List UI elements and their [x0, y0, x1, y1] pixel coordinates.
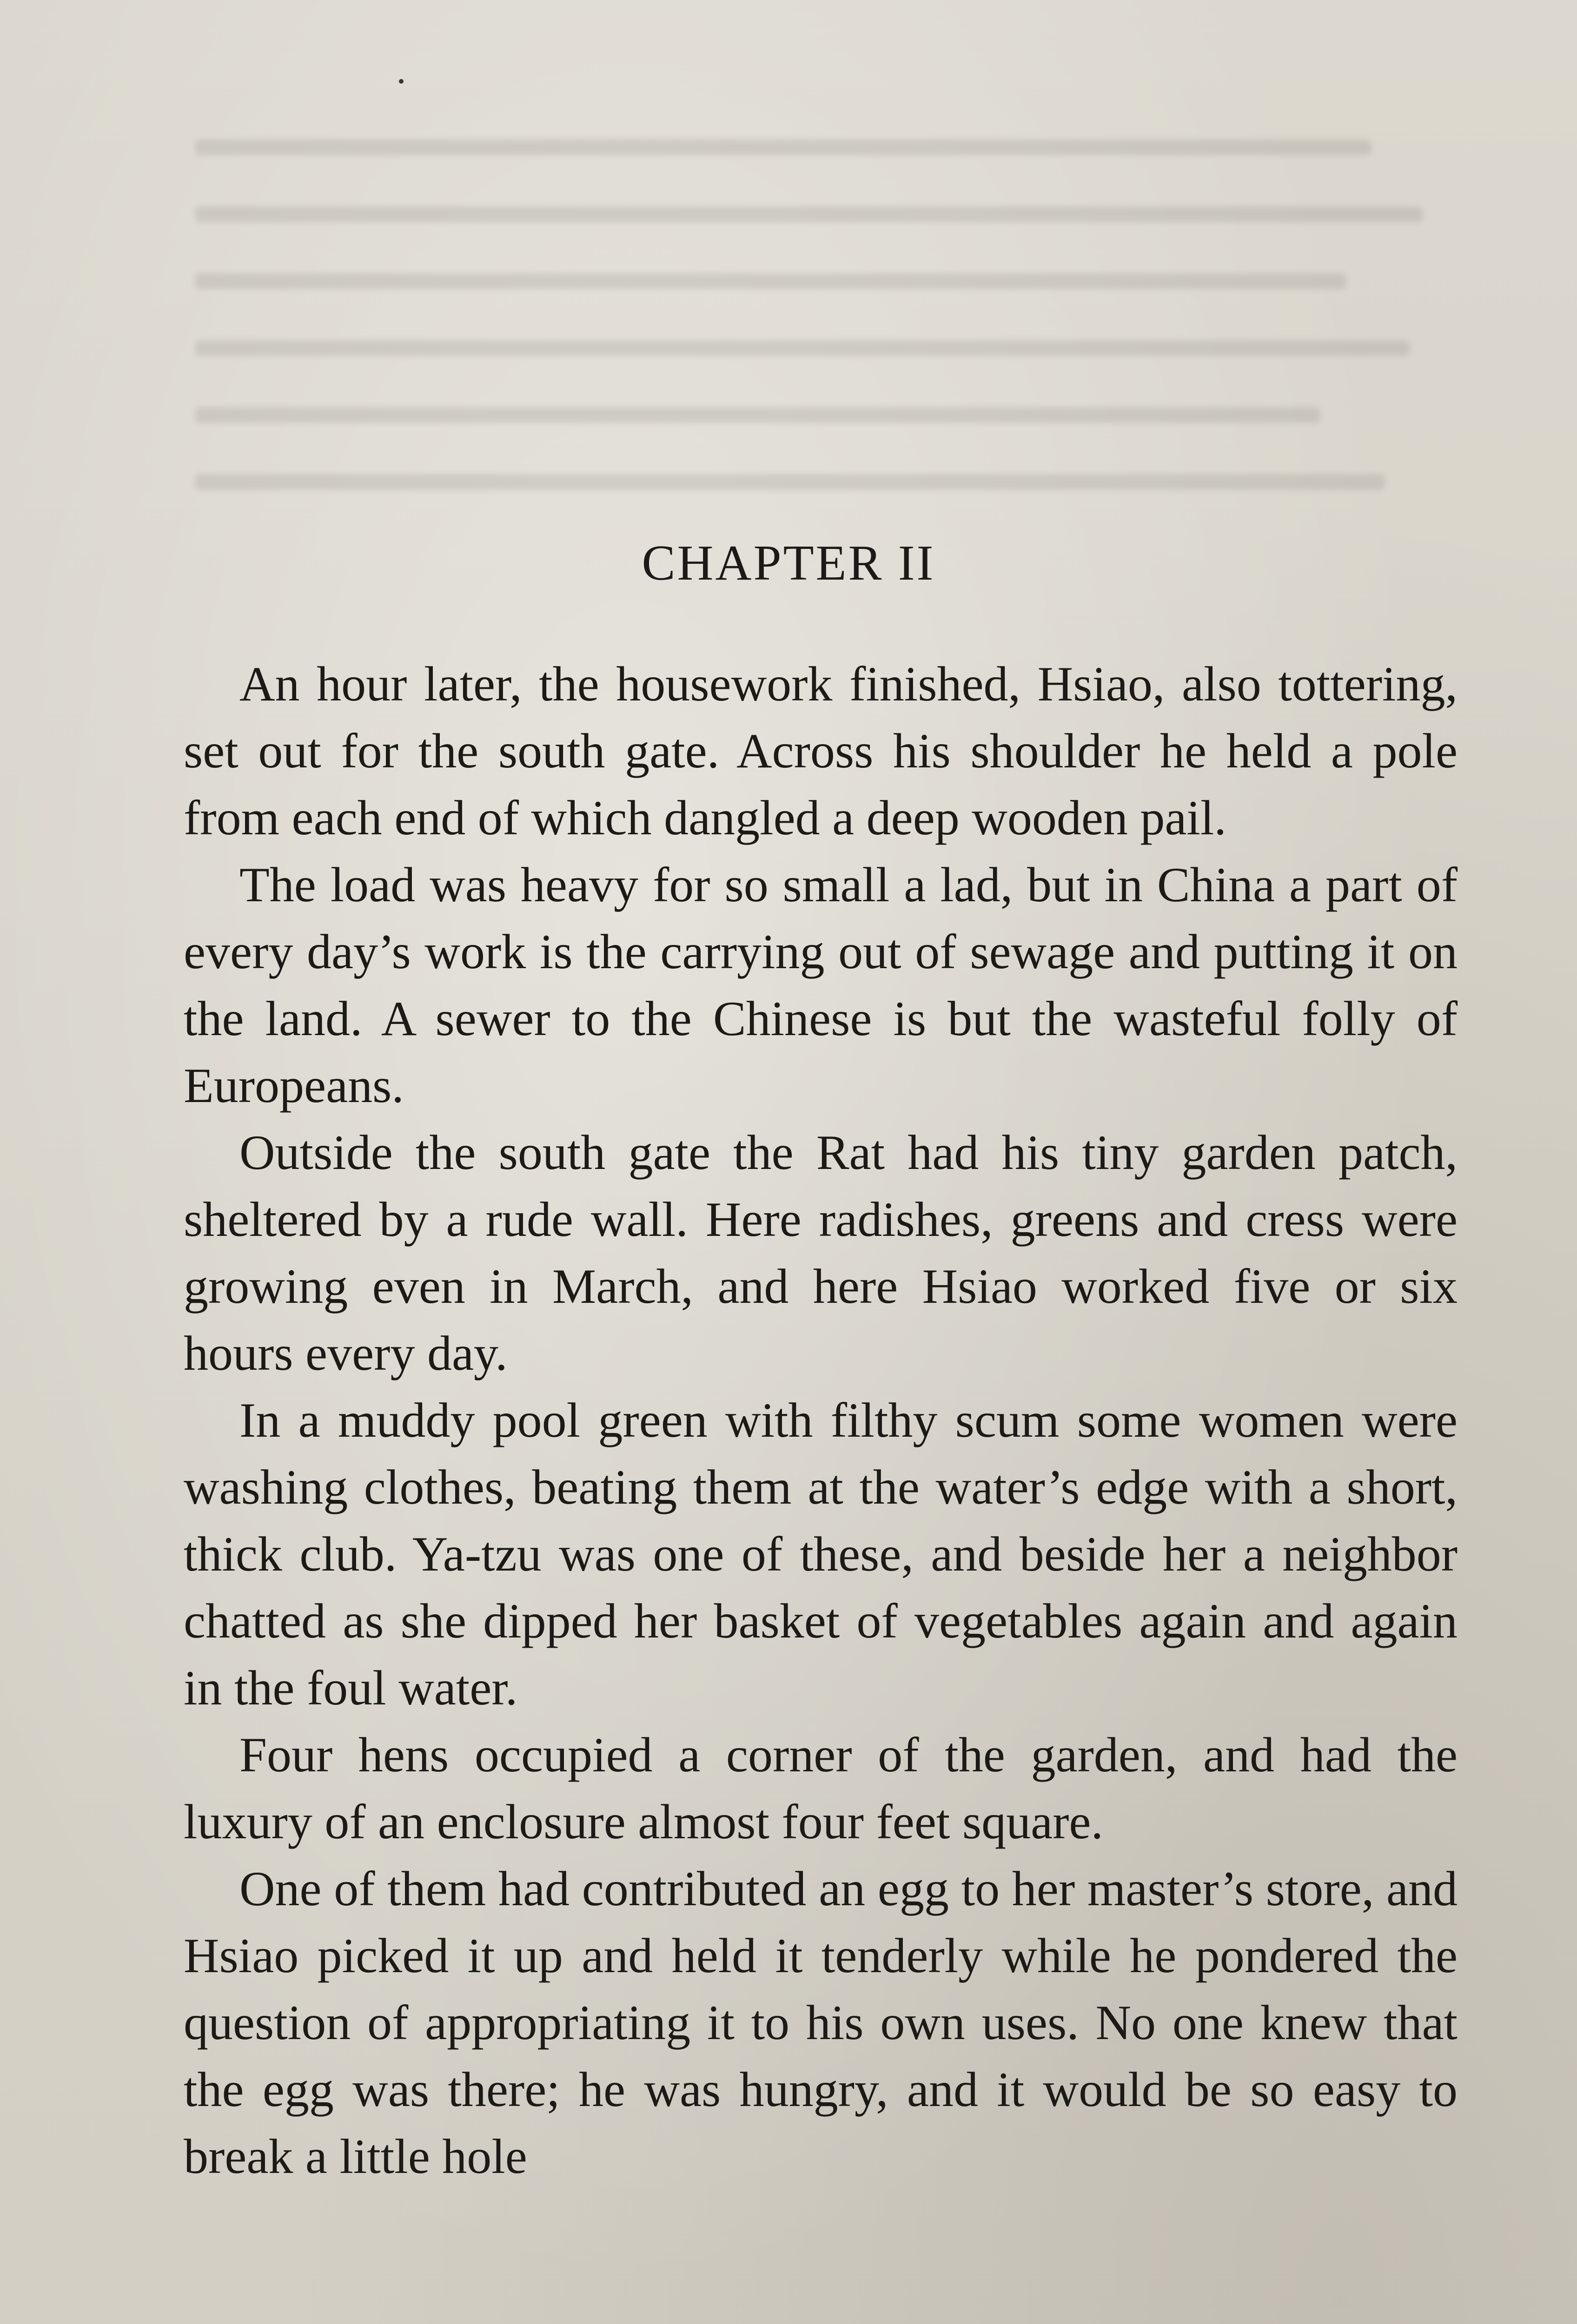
paragraph-1: An hour later, the housework finished, Hsiao, also tottering, set out for the south gate. Across his shoulder he held a pole from each end of which dangled a deep wooden pail.	[184, 657, 1458, 845]
paragraph-4: In a muddy pool green with filthy scum some women were washing clothes, beating them at the water’s edge with a short, thick club. Ya-tzu was one of these, and beside her a neighbor chatted as she dipped her basket of vegetables again and again in the foul water.	[184, 1393, 1458, 1715]
show-through-text	[195, 139, 1474, 535]
paragraph-2: The load was heavy for so small a lad, but in China a part of every day’s work is the carrying out of sewage and putting it on the land. A sewer to the Chinese is but the wasteful folly of Europeans.	[184, 858, 1458, 1113]
paper-speck	[399, 79, 404, 84]
paragraph-3: Outside the south gate the Rat had his tiny garden patch, sheltered by a rude wall. Here radishes, greens and cress were growing even in March, and here Hsiao worked five or six hours every day.	[184, 1125, 1458, 1380]
chapter-title: CHAPTER II	[642, 535, 935, 591]
chapter-body	[184, 651, 1458, 2190]
paragraph-6: One of them had contributed an egg to her master’s store, and Hsiao picked it up and held it tenderly while he pondered the question of appropriating it to his own uses. No one knew that the egg was there; he was hungry, and it would be so easy to break a little hole	[184, 1862, 1458, 2184]
paragraph-5: Four hens occupied a corner of the garden, and had the luxury of an enclosure almost four feet square.	[184, 1728, 1458, 1849]
